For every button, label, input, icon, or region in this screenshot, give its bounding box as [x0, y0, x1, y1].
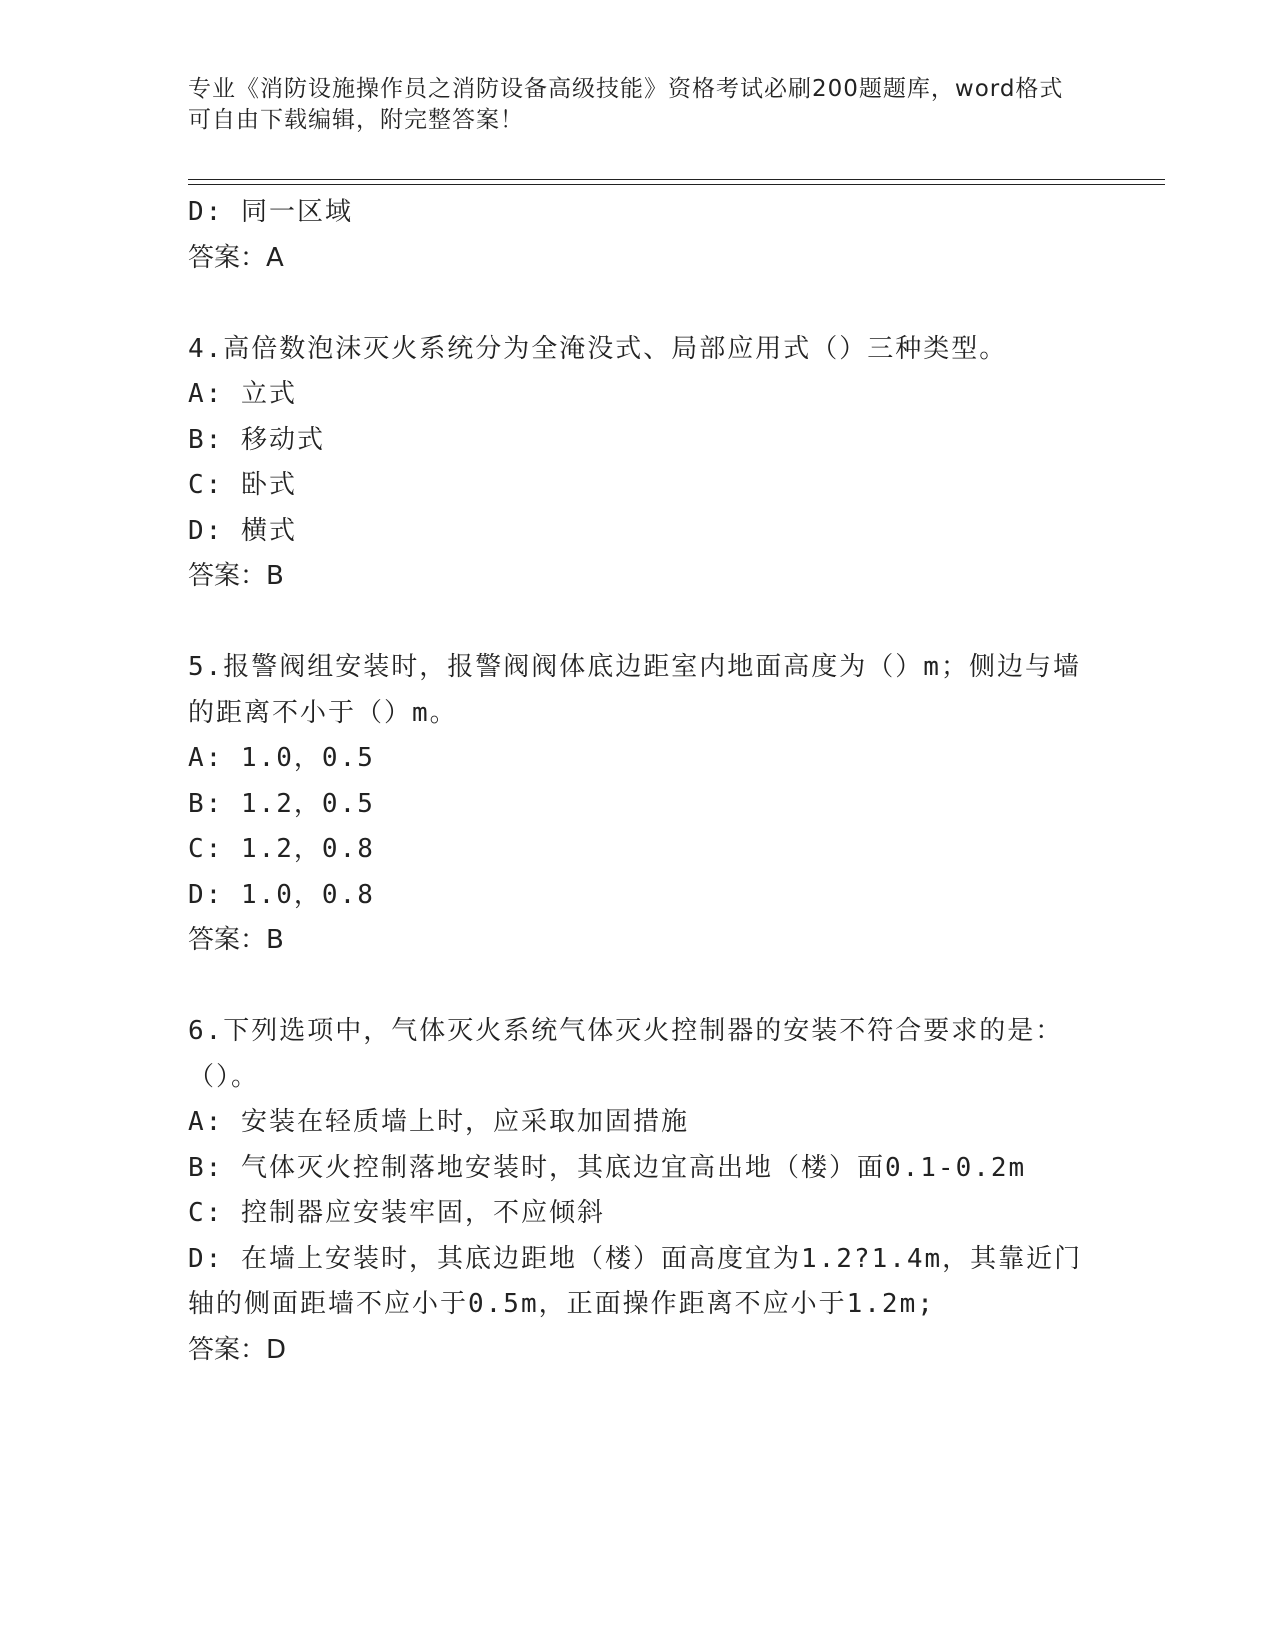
- answer-line: 答案：A: [188, 242, 284, 273]
- answer-line: 答案：B: [188, 561, 284, 591]
- document-header: 专业《消防设施操作员之消防设备高级技能》资格考试必刷200题题库，word格式可自由下载编辑，附完整答案！: [188, 76, 1064, 133]
- option-d: D: 同一区域: [188, 197, 353, 227]
- answer-line: 答案：D: [188, 1334, 287, 1365]
- option-b: B: 气体灭火控制落地安装时，其底边宜高出地（楼）面0.1-0.2m: [188, 1152, 1027, 1183]
- question-5: [188, 645, 1088, 964]
- question-6: [188, 1009, 1088, 1373]
- option-a: A: 安装在轻质墙上时，应采取加固措施: [188, 1107, 689, 1137]
- option-c: C: 卧式: [188, 470, 297, 500]
- option-b: B: 1.2，0.5: [188, 788, 375, 819]
- option-a: A: 立式: [188, 379, 297, 409]
- option-c: C: 1.2，0.8: [188, 834, 375, 864]
- option-d: D: 在墙上安装时，其底边距地（楼）面高度宜为1.2?1.4m，其靠近门轴的侧面距墙不应小于0.5m，正面操作距离不应小于1.2m;: [188, 1243, 1083, 1319]
- option-d: D: 横式: [188, 515, 297, 546]
- answer-line: 答案：B: [188, 925, 284, 955]
- document-body: [188, 190, 1088, 1373]
- option-c: C: 控制器应安装牢固，不应倾斜: [188, 1198, 605, 1228]
- question-4: [188, 327, 1088, 600]
- header-divider-bottom: [188, 184, 1165, 185]
- option-b: B: 移动式: [188, 424, 325, 455]
- header-divider-top: [188, 179, 1165, 180]
- question-text: 6.下列选项中，气体灭火系统气体灭火控制器的安装不符合要求的是：（）。: [188, 1016, 1064, 1092]
- question-text: 5.报警阀组安装时，报警阀阀体底边距室内地面高度为（）m；侧边与墙的距离不小于（）m。: [188, 652, 1081, 728]
- question-fragment: [188, 190, 1088, 281]
- question-text: 4.高倍数泡沫灭火系统分为全淹没式、局部应用式（）三种类型。: [188, 333, 1008, 364]
- option-a: A: 1.0，0.5: [188, 743, 375, 773]
- option-d: D: 1.0，0.8: [188, 879, 375, 910]
